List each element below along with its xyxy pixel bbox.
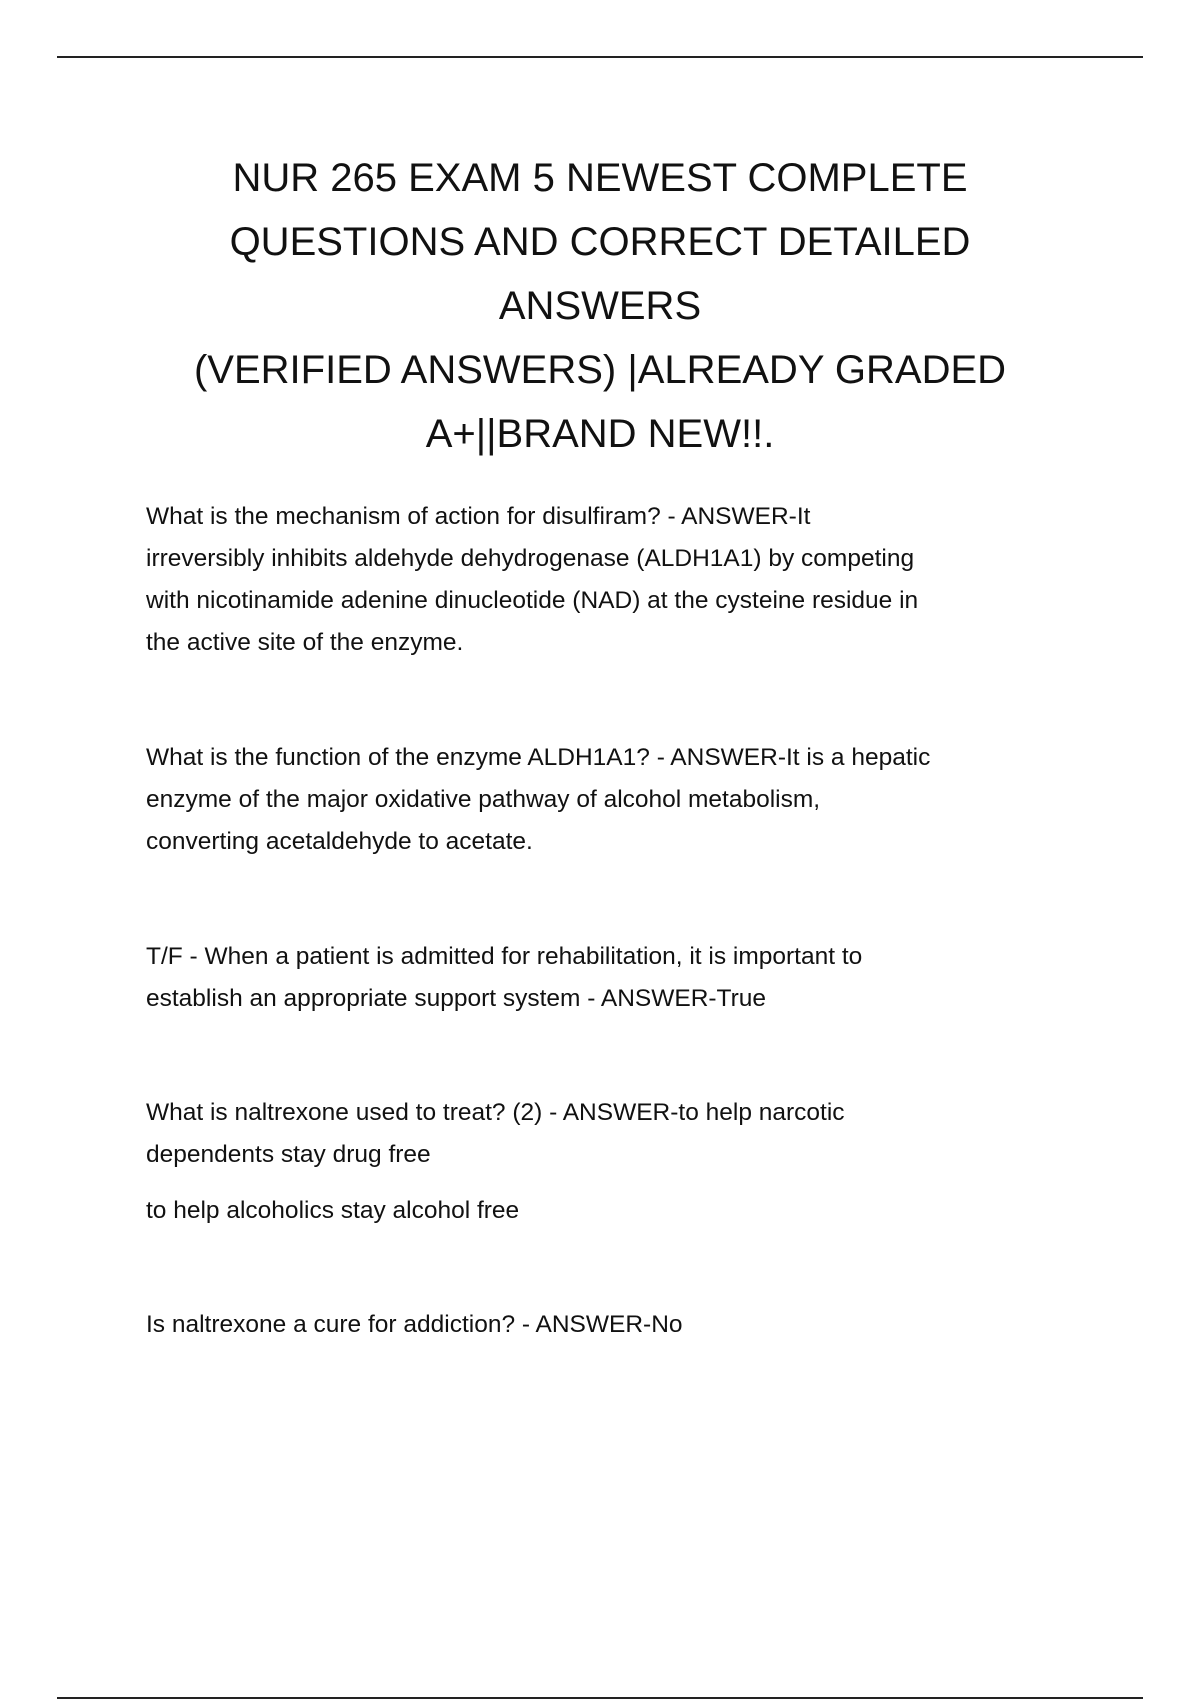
qa-item-naltrexone-cure xyxy=(146,1304,1096,1346)
bottom-divider xyxy=(57,1697,1143,1699)
top-divider xyxy=(57,56,1143,58)
qa-item-naltrexone-use-continued xyxy=(146,1190,1096,1232)
qa-line: establish an appropriate support system - ANSWER-True xyxy=(146,985,767,1012)
qa-item-aldh1a1-function xyxy=(146,737,1096,863)
qa-line: to help alcoholics stay alcohol free xyxy=(146,1197,520,1224)
title-line: NUR 265 EXAM 5 NEWEST COMPLETE xyxy=(232,156,968,200)
qa-item-disulfiram-mechanism xyxy=(146,496,1096,664)
title-line: (VERIFIED ANSWERS) |ALREADY GRADED xyxy=(193,348,1007,392)
qa-item-naltrexone-use xyxy=(146,1092,1096,1176)
qa-line: with nicotinamide adenine dinucleotide (NAD) at the cysteine residue in xyxy=(146,587,919,614)
qa-line: T/F - When a patient is admitted for rehabilitation, it is important to xyxy=(146,943,863,970)
qa-line: enzyme of the major oxidative pathway of alcohol metabolism, xyxy=(146,786,821,813)
qa-line: irreversibly inhibits aldehyde dehydrogenase (ALDH1A1) by competing xyxy=(146,545,915,572)
qa-line: What is the mechanism of action for disulfiram? - ANSWER-It xyxy=(146,503,811,530)
qa-item-support-system xyxy=(146,936,1096,1020)
qa-line: What is naltrexone used to treat? (2) - ANSWER-to help narcotic xyxy=(146,1099,845,1126)
title-line: A+||BRAND NEW!!. xyxy=(425,412,775,456)
title-line: QUESTIONS AND CORRECT DETAILED ANSWERS xyxy=(229,220,971,328)
qa-line: What is the function of the enzyme ALDH1A1? - ANSWER-It is a hepatic xyxy=(146,744,931,771)
qa-line: dependents stay drug free xyxy=(146,1141,431,1168)
qa-line: Is naltrexone a cure for addiction? - ANSWER-No xyxy=(146,1311,683,1338)
document-title xyxy=(130,146,1070,466)
qa-line: the active site of the enzyme. xyxy=(146,629,464,656)
question-answer-list xyxy=(146,496,1096,1346)
qa-line: converting acetaldehyde to acetate. xyxy=(146,828,533,855)
